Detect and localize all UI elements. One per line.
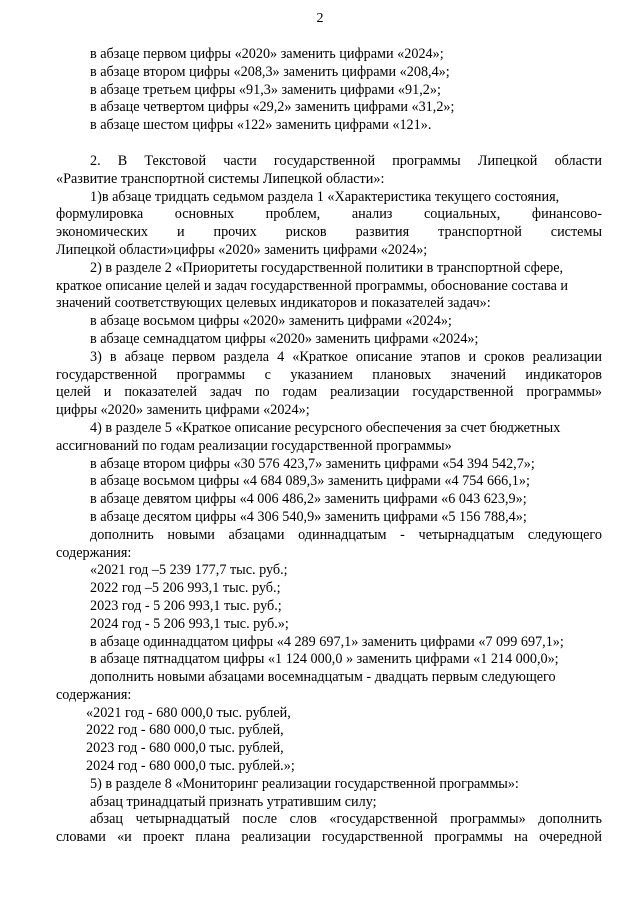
text-line: в абзаце втором цифры «208,3» заменить цифрами «208,4»; xyxy=(90,63,450,80)
text-line: 2024 год - 680 000,0 тыс. рублей.»; xyxy=(86,758,295,775)
text-line: в абзаце восьмом цифры «2020» заменить цифрами «2024»; xyxy=(90,313,452,330)
page-number: 2 xyxy=(316,11,324,26)
text-line: абзац четырнадцатый после слов «государственной программы» дополнить xyxy=(90,811,602,828)
text-line: в абзаце четвертом цифры «29,2» заменить цифрами «31,2»; xyxy=(90,99,455,116)
text-line: в абзаце первом цифры «2020» заменить цифрами «2024»; xyxy=(90,46,444,62)
text-line: 2022 год - 680 000,0 тыс. рублей, xyxy=(86,722,284,739)
text-line: в абзаце одиннадцатом цифры «4 289 697,1» заменить цифрами «7 099 697,1»; xyxy=(90,633,564,650)
text-line: в абзаце десятом цифры «4 306 540,9» заменить цифрами «5 156 788,4»; xyxy=(90,508,527,525)
text-line: 5) в разделе 8 «Мониторинг реализации государственной программы»: xyxy=(90,775,519,792)
text-line: в абзаце семнадцатом цифры «2020» заменить цифрами «2024»; xyxy=(90,330,479,347)
text-line: 3) в абзаце первом раздела 4 «Краткое описание этапов и сроков реализации xyxy=(90,348,602,365)
text-line: государственной программы с указанием плановых значений индикаторов xyxy=(56,366,602,383)
text-line: Липецкой области»цифры «2020» заменить цифрами «2024»; xyxy=(56,241,428,258)
text-line: 2. В Текстовой части государственной программы Липецкой области xyxy=(90,152,602,169)
text-line: содержания: xyxy=(56,544,132,561)
text-line: дополнить новыми абзацами одиннадцатым - четырнадцатым следующего xyxy=(90,526,602,543)
text-line: содержания: xyxy=(56,686,132,703)
paragraph-gap xyxy=(56,135,602,153)
document-body xyxy=(56,46,602,847)
text-line: в абзаце шестом цифры «122» заменить цифрами «121». xyxy=(90,117,432,134)
text-line: в абзаце втором цифры «30 576 423,7» заменить цифрами «54 394 542,7»; xyxy=(90,455,535,472)
text-line: «Развитие транспортной системы Липецкой области»: xyxy=(56,170,385,187)
text-line: значений соответствующих целевых индикаторов и показателей задач»: xyxy=(56,295,491,312)
text-line: дополнить новыми абзацами восемнадцатым - двадцать первым следующего xyxy=(90,669,556,686)
text-line: формулировка основных проблем, анализ социальных, финансово- xyxy=(56,206,602,223)
text-line: «2021 год –5 239 177,7 тыс. руб.; xyxy=(90,562,288,579)
text-line: 2023 год - 5 206 993,1 тыс. руб.; xyxy=(90,597,282,614)
text-line: 1)в абзаце тридцать седьмом раздела 1 «Характеристика текущего состояния, xyxy=(90,188,560,205)
text-line: 2024 год - 5 206 993,1 тыс. руб.»; xyxy=(90,615,289,632)
text-line: цифры «2020» заменить цифрами «2024»; xyxy=(56,402,310,419)
text-line: «2021 год - 680 000,0 тыс. рублей, xyxy=(86,704,291,721)
text-line: в абзаце третьем цифры «91,3» заменить цифрами «91,2»; xyxy=(90,81,441,98)
text-line: 2022 год –5 206 993,1 тыс. руб.; xyxy=(90,580,281,597)
text-line: целей и показателей задач по годам реализации государственной программы» xyxy=(56,384,602,401)
text-line: словами «и проект плана реализации государственной программы на очередной xyxy=(56,829,602,846)
text-line: 2023 год - 680 000,0 тыс. рублей, xyxy=(86,740,284,757)
text-line: в абзаце девятом цифры «4 006 486,2» заменить цифрами «6 043 623,9»; xyxy=(90,491,527,508)
text-line: краткое описание целей и задач государственной программы, обоснование состава и xyxy=(56,277,569,294)
text-line: ассигнований по годам реализации государственной программы» xyxy=(56,437,452,454)
text-line: 4) в разделе 5 «Краткое описание ресурсного обеспечения за счет бюджетных xyxy=(90,419,561,436)
text-line: экономических и прочих рисков развития транспортной системы xyxy=(56,224,602,241)
text-line: абзац тринадцатый признать утратившим силу; xyxy=(90,793,377,810)
text-line: в абзаце пятнадцатом цифры «1 124 000,0 » заменить цифрами «1 214 000,0»; xyxy=(90,651,559,668)
text-line: 2) в разделе 2 «Приоритеты государственной политики в транспортной сфере, xyxy=(90,259,564,276)
text-line: в абзаце восьмом цифры «4 684 089,3» заменить цифрами «4 754 666,1»; xyxy=(90,473,530,490)
